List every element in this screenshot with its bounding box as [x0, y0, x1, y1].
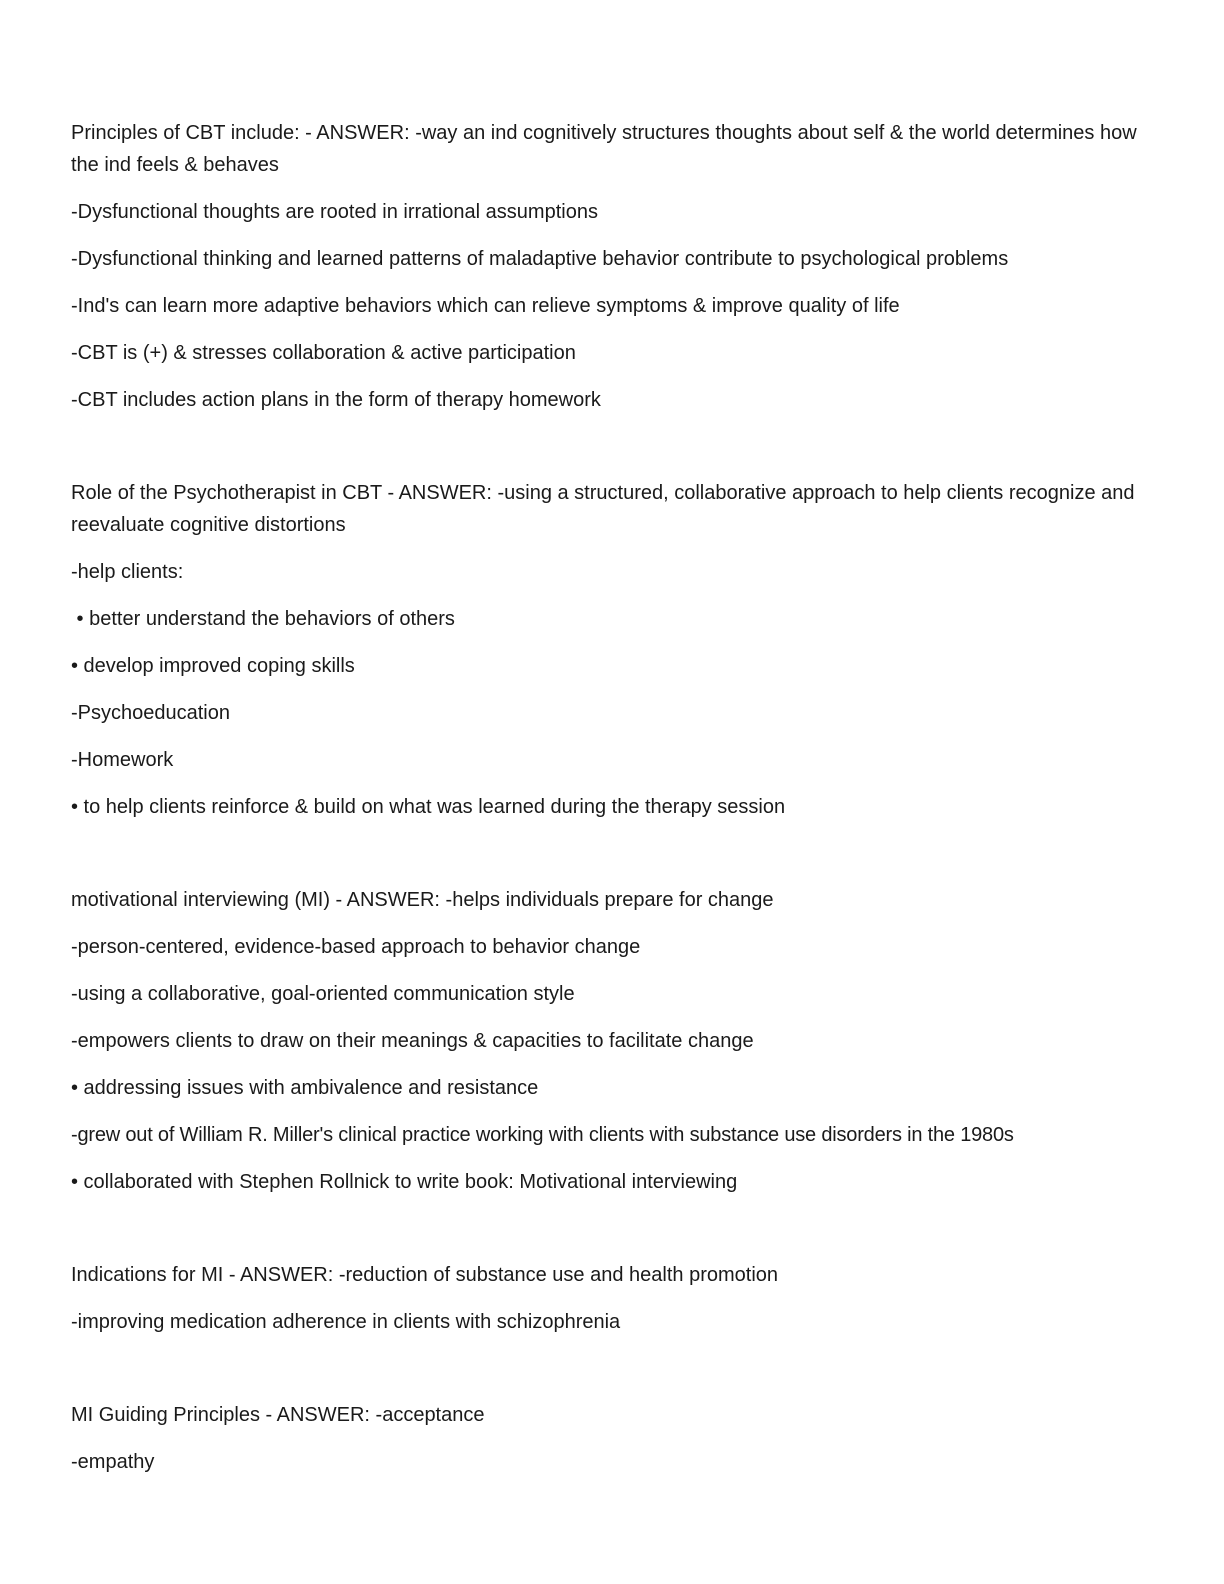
answer-line: -empathy	[71, 1451, 155, 1473]
qa-cbt-principles	[71, 117, 1161, 416]
qa-motivational-interviewing	[71, 884, 1161, 1198]
qa-mi-indications	[71, 1259, 1161, 1338]
bullet-line: • to help clients reinforce & build on what was learned during the therapy session	[71, 796, 786, 818]
qa-psychotherapist-role	[71, 477, 1161, 823]
bullet-line: • develop improved coping skills	[71, 655, 355, 677]
document-body	[71, 117, 1161, 1493]
section-gap	[71, 838, 1161, 884]
question-line: MI Guiding Principles - ANSWER: -acceptance	[71, 1404, 485, 1426]
section-gap	[71, 1353, 1161, 1399]
answer-line: -Psychoeducation	[71, 702, 230, 724]
answer-line: -Homework	[71, 749, 174, 771]
bullet-line: • collaborated with Stephen Rollnick to write book: Motivational interviewing	[71, 1171, 738, 1193]
bullet-line: • addressing issues with ambivalence and resistance	[71, 1077, 539, 1099]
question-line: motivational interviewing (MI) - ANSWER: -helps individuals prepare for change	[71, 889, 774, 911]
answer-line: -Dysfunctional thinking and learned patterns of maladaptive behavior contribute to psychological problems	[71, 248, 1009, 270]
answer-line: -help clients:	[71, 561, 184, 583]
section-gap	[71, 1213, 1161, 1259]
question-line: Indications for MI - ANSWER: -reduction of substance use and health promotion	[71, 1264, 779, 1286]
qa-mi-guiding-principles	[71, 1399, 1161, 1478]
answer-line: -using a collaborative, goal-oriented communication style	[71, 983, 575, 1005]
answer-line: -grew out of William R. Miller's clinical practice working with clients with substance use disorders in the 1980s	[71, 1124, 1014, 1146]
answer-line: -improving medication adherence in clients with schizophrenia	[71, 1311, 621, 1333]
answer-line: -Dysfunctional thoughts are rooted in irrational assumptions	[71, 201, 598, 223]
answer-line: -CBT is (+) & stresses collaboration & active participation	[71, 342, 576, 364]
answer-line: -empowers clients to draw on their meanings & capacities to facilitate change	[71, 1030, 754, 1052]
question-line: Role of the Psychotherapist in CBT - ANSWER: -using a structured, collaborative approach to help clients recognize and reevaluate cognitive distortions	[71, 482, 1135, 536]
answer-line: -CBT includes action plans in the form of therapy homework	[71, 389, 601, 411]
answer-line: -Ind's can learn more adaptive behaviors which can relieve symptoms & improve quality of life	[71, 295, 900, 317]
bullet-line: • better understand the behaviors of others	[71, 608, 455, 630]
question-line: Principles of CBT include: - ANSWER: -way an ind cognitively structures thoughts about self & the world determines how the ind feels & behaves	[71, 122, 1137, 176]
section-gap	[71, 431, 1161, 477]
answer-line: -person-centered, evidence-based approach to behavior change	[71, 936, 641, 958]
